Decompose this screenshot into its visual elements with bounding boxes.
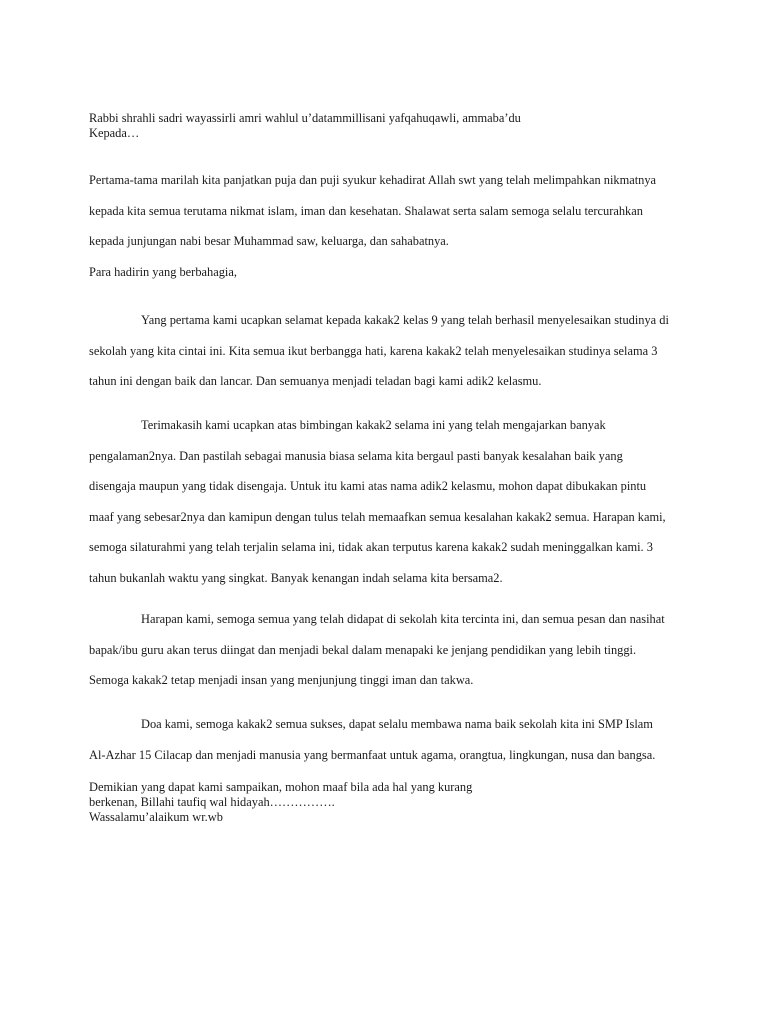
paragraph-line: tahun bukanlah waktu yang singkat. Banyak kenangan indah selama kita bersama2. [89,570,503,585]
paragraph-3 [89,604,689,696]
paragraph-line: pengalaman2nya. Dan pastilah sebagai manusia biasa selama kita bergaul pasti banyak kesalahan baik yang [89,448,623,463]
intro-paragraph [89,165,689,257]
opening-line: Kepada… [89,126,140,140]
paragraph-line: Harapan kami, semoga semua yang telah didapat di sekolah kita tercinta ini, dan semua pesan dan nasihat [141,612,665,626]
closing-line: Demikian yang dapat kami sampaikan, mohon maaf bila ada hal yang kurang [89,780,473,794]
closing-line: berkenan, Billahi taufiq wal hidayah……………. [89,795,335,809]
paragraph-line: maaf yang sebesar2nya dan kamipun dengan tulus telah memaafkan semua kesalahan kakak2 semua. Harapan kami, [89,509,666,524]
paragraph-line: semoga silaturahmi yang telah terjalin selama ini, tidak akan terputus karena kakak2 sudah meninggalkan kami. 3 [89,540,653,554]
paragraph-line: kepada junjungan nabi besar Muhammad saw, keluarga, dan sahabatnya. [89,234,449,248]
paragraph-line: tahun ini dengan baik dan lancar. Dan semuanya menjadi teladan bagi kami adik2 kelasmu. [89,374,542,388]
paragraph-line: sekolah yang kita cintai ini. Kita semua ikut berbangga hati, karena kakak2 telah menyelesaikan studinya selama 3 [89,343,658,358]
closing-line: Wassalamu’alaikum wr.wb [89,810,223,824]
paragraph-line: disengaja maupun yang tidak disengaja. Untuk itu kami atas nama adik2 kelasmu, mohon dapat dibukakan pintu [89,479,647,493]
paragraph-1 [89,305,689,397]
paragraph-line: Pertama-tama marilah kita panjatkan puja dan puji syukur kehadirat Allah swt yang telah melimpahkan nikmatnya [89,173,657,187]
paragraph-line: Semoga kakak2 tetap menjadi insan yang menjunjung tinggi iman dan takwa. [89,673,474,687]
paragraph-line: Yang pertama kami ucapkan selamat kepada kakak2 kelas 9 yang telah berhasil menyelesaikan studinya di [141,313,669,327]
greeting [89,257,689,288]
paragraph-line: bapak/ibu guru akan terus diingat dan menjadi bekal dalam menapaki ke jenjang pendidikan yang lebih tinggi. [89,642,637,657]
paragraph-4 [89,709,689,770]
opening-line: Rabbi shrahli sadri wayassirli amri wahlul u’datammillisani yafqahuqawli, ammaba’du [89,111,521,125]
opening-block [89,111,689,141]
paragraph-line: Doa kami, semoga kakak2 semua sukses, dapat selalu membawa nama baik sekolah kita ini SMP Islam [141,717,653,731]
greeting-line: Para hadirin yang berbahagia, [89,265,237,279]
paragraph-line: kepada kita semua terutama nikmat islam, iman dan kesehatan. Shalawat serta salam semoga selalu tercurahkan [89,203,643,218]
closing-block [89,780,689,825]
paragraph-line: Al-Azhar 15 Cilacap dan menjadi manusia yang bermanfaat untuk agama, orangtua, lingkungan, nusa dan bangsa. [89,747,656,762]
paragraph-2 [89,410,689,593]
paragraph-line: Terimakasih kami ucapkan atas bimbingan kakak2 selama ini yang telah mengajarkan banyak [141,418,606,432]
